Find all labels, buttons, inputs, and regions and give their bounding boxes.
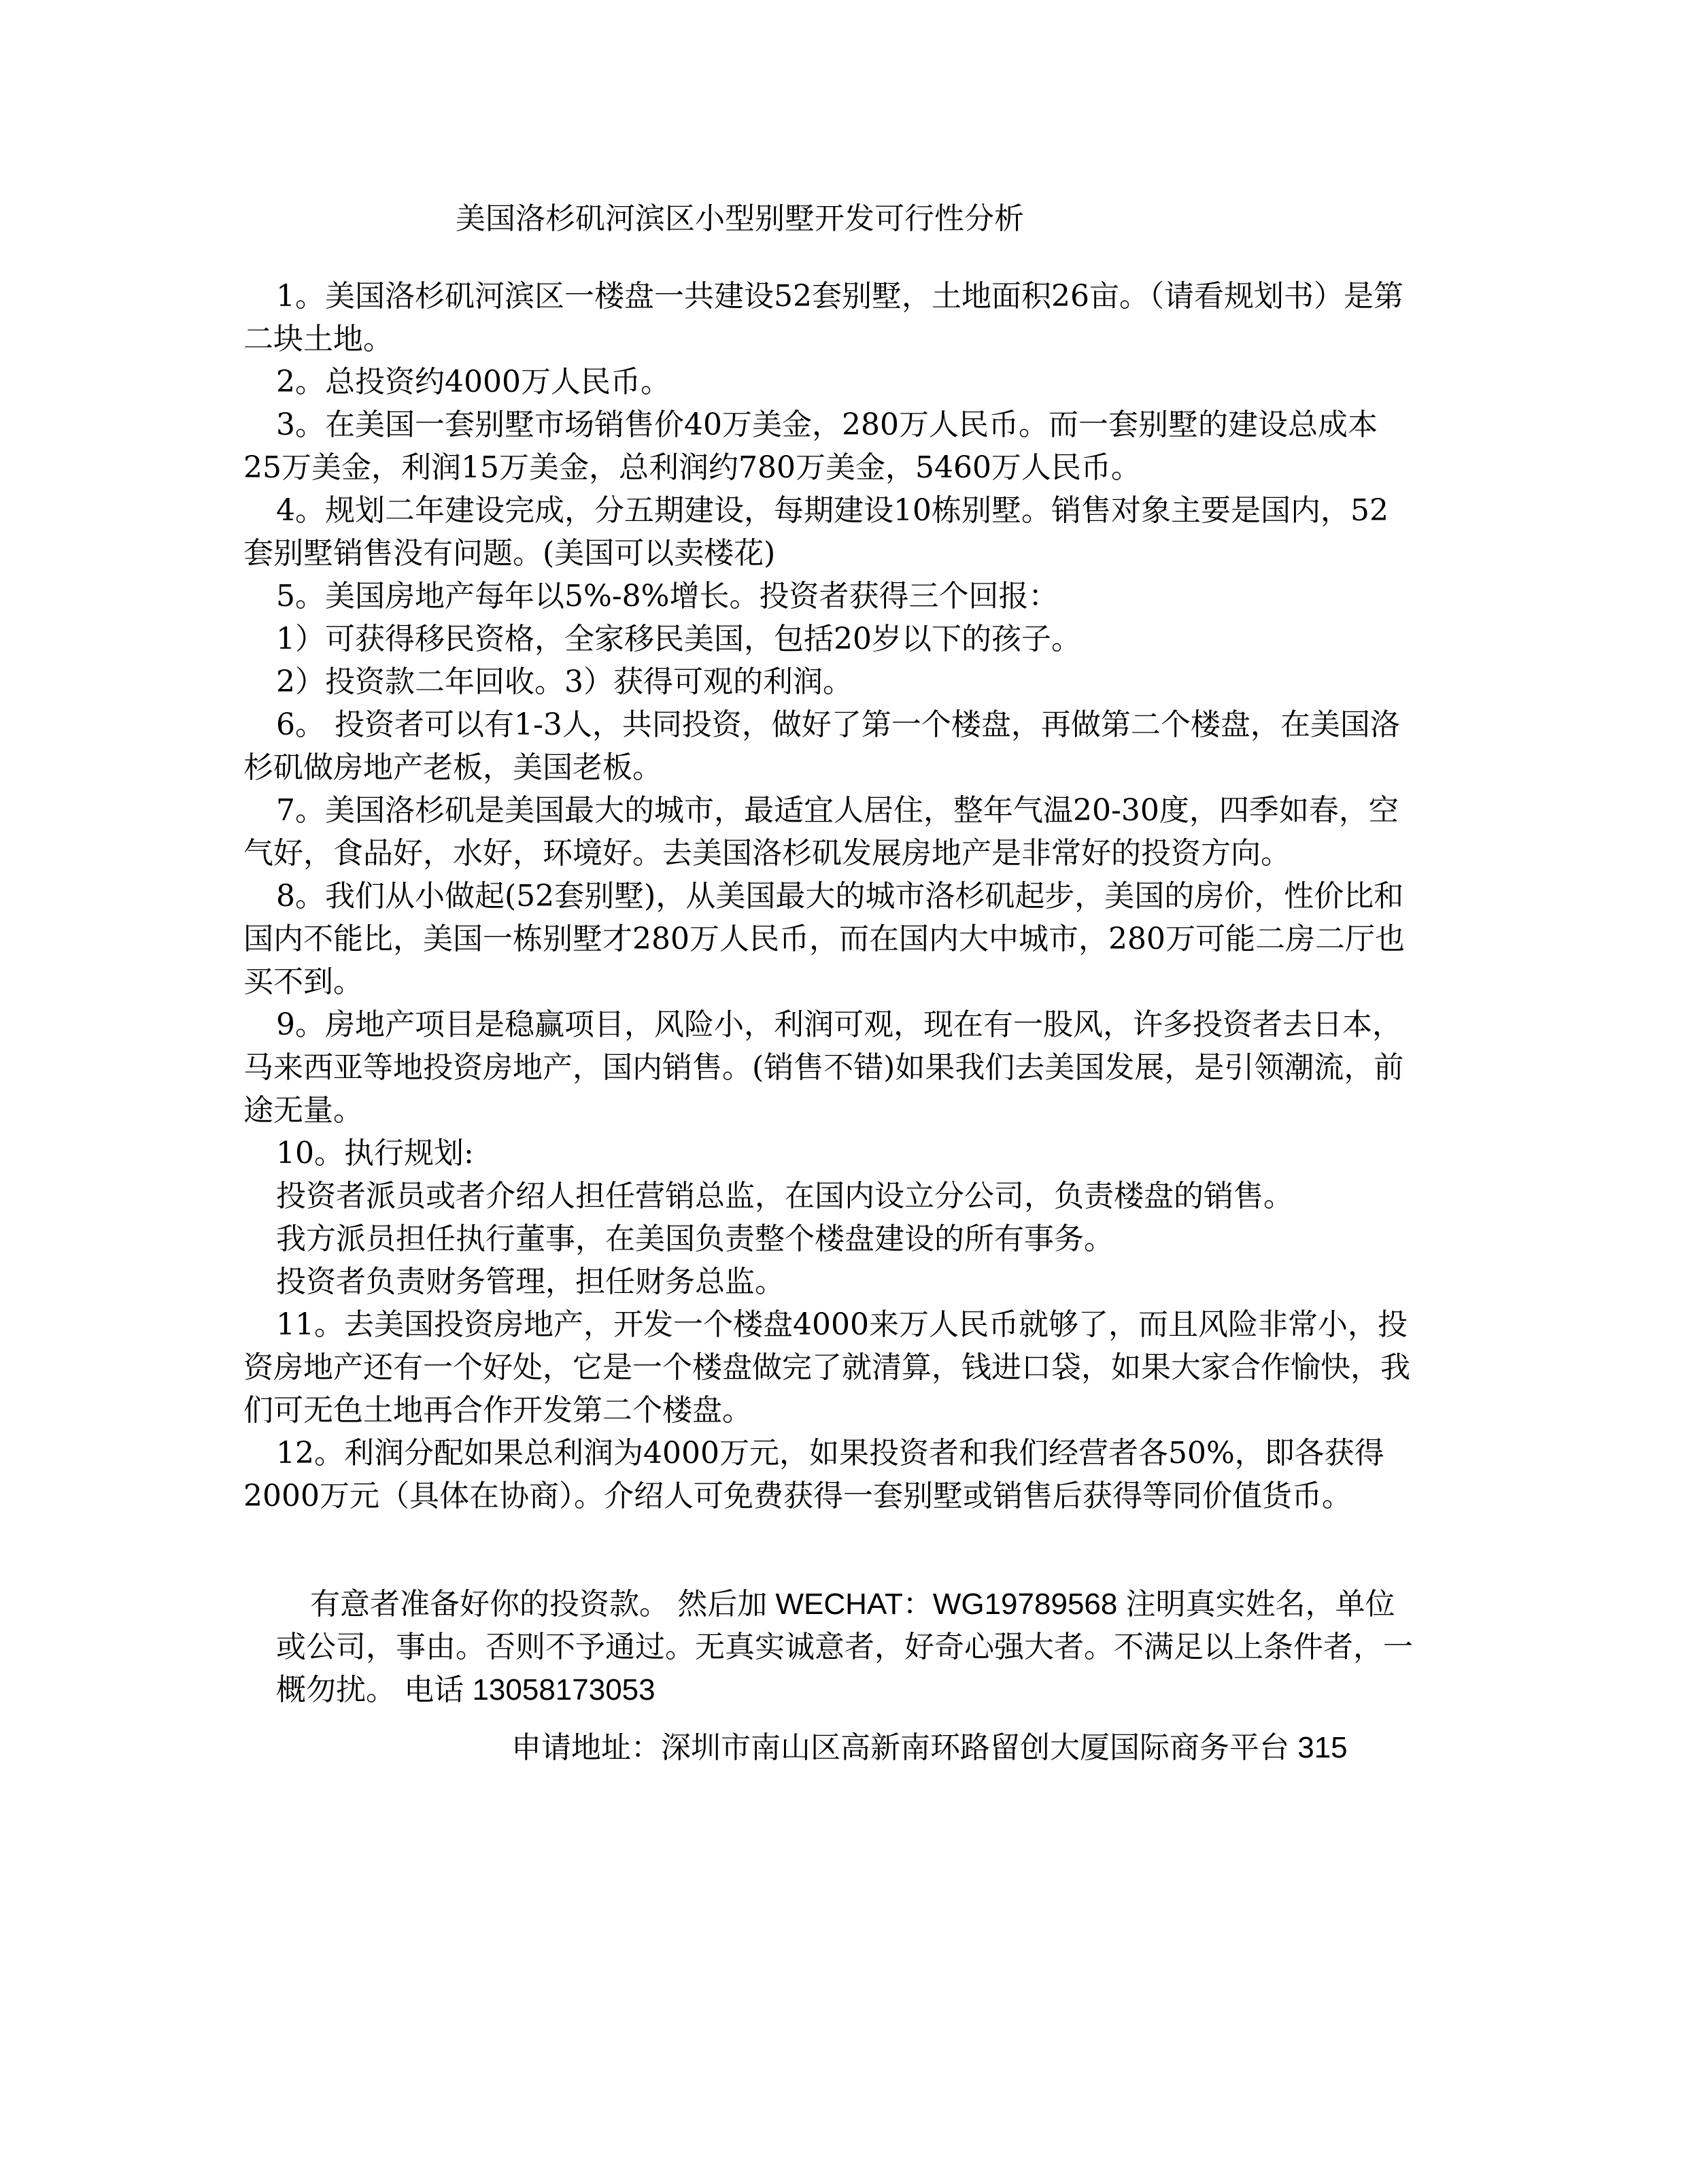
plan-item-1: 投资者派员或者介绍人担任营销总监，在国内设立分公司，负责楼盘的销售。 [276, 1179, 1293, 1213]
paragraph-5-item-2: 2）投资款二年回收。3）获得可观的利润。 [276, 665, 853, 699]
document-body [243, 275, 1413, 1517]
contact-text: 有意者准备好你的投资款。 然后加 WECHAT：WG19789568 注明真实姓名，单位或公司，事由。否则不予通过。无真实诚意者，好奇心强大者。不满足以上条件者，一概勿扰。 电话 13058173053 [276, 1587, 1413, 1707]
plan-item-2: 我方派员担任执行董事，在美国负责整个楼盘建设的所有事务。 [276, 1222, 1114, 1256]
paragraph-6: 6。 投资者可以有1-3人，共同投资，做好了第一个楼盘，再做第二个楼盘，在美国洛杉矶做房地产老板，美国老板。 [243, 707, 1400, 785]
paragraph-11: 11。去美国投资房地产，开发一个楼盘4000来万人民币就够了，而且风险非常小，投资房地产还有一个好处，它是一个楼盘做完了就清算，钱进口袋，如果大家合作愉快，我们可无色土地再合作开发第二个楼盘。 [243, 1307, 1410, 1428]
paragraph-1: 1。美国洛杉矶河滨区一楼盘一共建设52套别墅，土地面积26亩。（请看规划书）是第二块土地。 [243, 279, 1403, 356]
paragraph-10: 10。执行规划: [276, 1136, 474, 1171]
document-title: 美国洛杉矶河滨区小型别墅开发可行性分析 [456, 201, 1024, 236]
paragraph-5: 5。美国房地产每年以5%-8%增长。投资者获得三个回报： [276, 579, 1059, 614]
paragraph-2: 2。总投资约4000万人民币。 [276, 365, 670, 399]
plan-item-3: 投资者负责财务管理，担任财务总监。 [276, 1264, 785, 1299]
paragraph-7: 7。美国洛杉矶是美国最大的城市，最适宜人居住，整年气温20-30度，四季如春，空气好，食品好，水好，环境好。去美国洛杉矶发展房地产是非常好的投资方向。 [243, 793, 1399, 871]
paragraph-4: 4。规划二年建设完成，分五期建设，每期建设10栋别墅。销售对象主要是国内，52套别墅销售没有问题。(美国可以卖楼花) [243, 493, 1388, 571]
paragraph-9: 9。房地产项目是稳赢项目，风险小，利润可观，现在有一股风，许多投资者去日本，马来西亚等地投资房地产，国内销售。(销售不错)如果我们去美国发展，是引领潮流，前途无量。 [243, 1007, 1404, 1128]
paragraph-8: 8。我们从小做起(52套别墅)，从美国最大的城市洛杉矶起步，美国的房价，性价比和国内不能比，美国一栋别墅才280万人民币，而在国内大中城市，280万可能二房二厅也买不到。 [243, 879, 1405, 999]
paragraph-3: 3。在美国一套别墅市场销售价40万美金，280万人民币。而一套别墅的建设总成本25万美金，利润15万美金，总利润约780万美金，5460万人民币。 [243, 407, 1378, 485]
application-address: 申请地址：深圳市南山区高新南环路留创大厦国际商务平台 315 [511, 1731, 1348, 1764]
contact-notice [276, 1583, 1413, 1711]
paragraph-12: 12。利润分配如果总利润为4000万元，如果投资者和我们经营者各50%，即各获得2000万元（具体在协商）。介绍人可免费获得一套别墅或销售后获得等同价值货币。 [243, 1436, 1384, 1513]
paragraph-5-item-1: 1）可获得移民资格，全家移民美国，包括20岁以下的孩子。 [276, 622, 1081, 656]
